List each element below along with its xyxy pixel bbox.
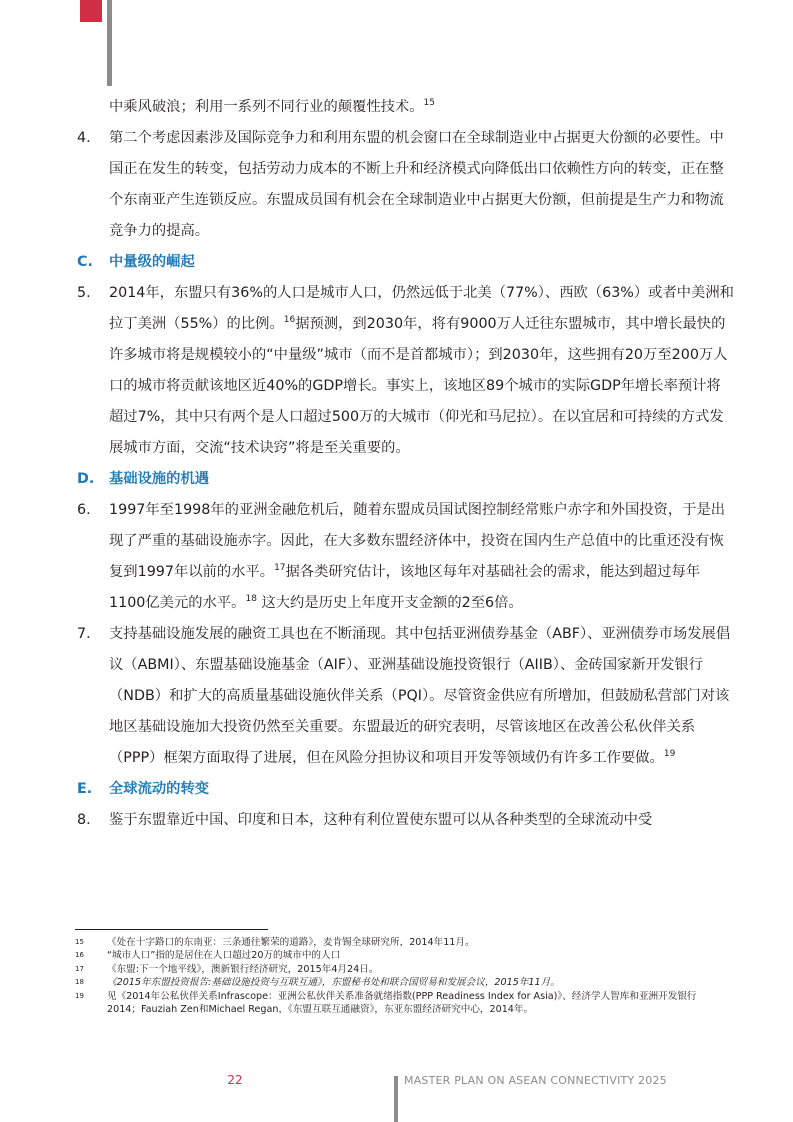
section-title: 基础设施的机遇 [109,471,210,487]
paragraph-text: 2014年，东盟只有36%的人口是城市人口，仍然远低于北美（77%）、西欧（63%）或者中美洲和拉丁美洲（55%）的比例。 [109,285,734,332]
paragraph-text: 这大约是历史上年度开支金额的2至6倍。 [256,595,523,611]
section-letter: D. [77,471,95,487]
paragraph-number: 8. [77,812,91,828]
footnote-number: 19 [75,991,84,1000]
footnote-ref-18[interactable]: 18 [245,594,257,605]
section-heading-c [75,247,735,278]
footnote-16 [75,949,725,962]
footnote-number: 18 [75,978,84,987]
section-title: 中量级的崛起 [109,254,195,270]
footnote-18 [75,976,725,989]
footnote-text: 《2015年东盟投资报告:基础设施投资与互联互通》，东盟秘书处和联合国贸易和发展会议，2015年11月。 [107,977,560,989]
page-number: 22 [227,1073,243,1087]
section-letter: C. [77,254,93,270]
footer-document-title: MASTER PLAN ON ASEAN CONNECTIVITY 2025 [404,1074,667,1087]
header-vertical-rule [107,0,112,86]
footnote-number: 17 [75,964,84,973]
paragraph-5 [75,278,735,464]
footnote-19 [75,990,725,1017]
footnote-ref-19[interactable]: 19 [663,749,676,760]
footnote-ref-15[interactable]: 15 [423,98,435,109]
brand-red-square [80,0,102,22]
paragraph-4 [75,123,735,247]
footnote-text: 见《2014年公私伙伴关系Infrascope：亚洲公私伙伴关系准备就绪指数(PPP Readiness Index for Asia)》、经济学人智库和亚洲开发银行2014；Fauziah Zen和Michael Regan，《东盟互联互通融资》，东亚东盟经济研究中心，2014年。 [107,990,697,1016]
footnote-number: 15 [75,938,84,946]
paragraph-number: 4. [77,130,91,146]
footnotes [75,936,725,1016]
footnote-15 [75,936,725,949]
paragraph-number: 6. [77,502,91,518]
paragraph-text: 中乘风破浪；利用一系列不同行业的颠覆性技术。 [109,99,424,115]
footnote-ref-17[interactable]: 17 [274,563,286,574]
paragraph-7 [75,619,735,774]
section-heading-e [75,774,735,805]
paragraph-text: 第二个考虑因素涉及国际竞争力和利用东盟的机会窗口在全球制造业中占据更大份额的必要性。中国正在发生的转变，包括劳动力成本的不断上升和经济模式向降低出口依赖性方向的转变，正在整个东南亚产生连锁反应。东盟成员国有机会在全球制造业中占据更大份额，但前提是生产力和物流竞争力的提高。 [109,130,724,239]
footnote-divider [75,929,268,930]
footnote-number: 16 [75,951,84,960]
paragraph-number: 7. [77,626,91,642]
paragraph-text: 支持基础设施发展的融资工具也在不断涌现。其中包括亚洲债券基金（ABF）、亚洲债券市场发展倡议（ABMI）、东盟基础设施基金（AIF）、亚洲基础设施投资银行（AIIB）、金砖国家新开发银行（NDB）和扩大的高质量基础设施伙伴关系（PQI）。尽管资金供应有所增加，但鼓励私营部门对该地区基础设施加大投资仍然至关重要。东盟最近的研究表明，尽管该地区在改善公私伙伴关系（PPP）框架方面取得了进展，但在风险分担协议和项目开发等领域仍有许多工作要做。 [109,626,731,766]
paragraph-text: 据各类研究估计，该地区每年对基础社会的需求，能达到超过每年1100亿美元的水平。 [109,564,701,611]
document-body [75,92,735,836]
section-title: 全球流动的转变 [109,781,210,797]
footnote-ref-16[interactable]: 16 [283,315,296,326]
paragraph-number: 5. [77,285,91,301]
paragraph-text: 据预测，到2030年，将有9000万人迁往东盟城市，其中增长最快的许多城市将是规模较小的“中量级”城市（而不是首都城市）；到2030年，这些拥有20万至200万人口的城市将贡献该地区近40%的GDP增长。事实上，该地区89个城市的实际GDP年增长率预计将超过7%，其中只有两个是人口超过500万的大城市（仰光和马尼拉）。在以宜居和可持续的方式发展城市方面，交流“技术诀窍”将是至关重要的。 [109,316,728,456]
footnote-text: 《东盟:下一个地平线》，澳新银行经济研究，2015年4月24日。 [107,963,379,975]
paragraph-continuation [75,92,735,123]
footer-vertical-rule [394,1076,398,1122]
paragraph-8 [75,805,735,836]
footnote-17 [75,963,725,976]
paragraph-text: 1997年至1998年的亚洲金融危机后，随着东盟成员国试图控制经常账户赤字和外国投资，于是出现了严重的基础设施赤字。因此，在大多数东盟经济体中，投资在国内生产总值中的比重还没有恢复到1997年以前的水平。 [109,502,726,580]
paragraph-6 [75,495,735,619]
paragraph-text: 鉴于东盟靠近中国、印度和日本，这种有利位置使东盟可以从各种类型的全球流动中受 [109,812,653,828]
footnote-text: “城市人口”指的是居住在人口超过20万的城市中的人口 [107,950,341,962]
footnote-text: 《处在十字路口的东南亚：三条通往繁荣的道路》，麦肯锡全球研究所，2014年11月。 [107,937,475,948]
section-heading-d [75,464,735,495]
section-letter: E. [77,781,93,797]
